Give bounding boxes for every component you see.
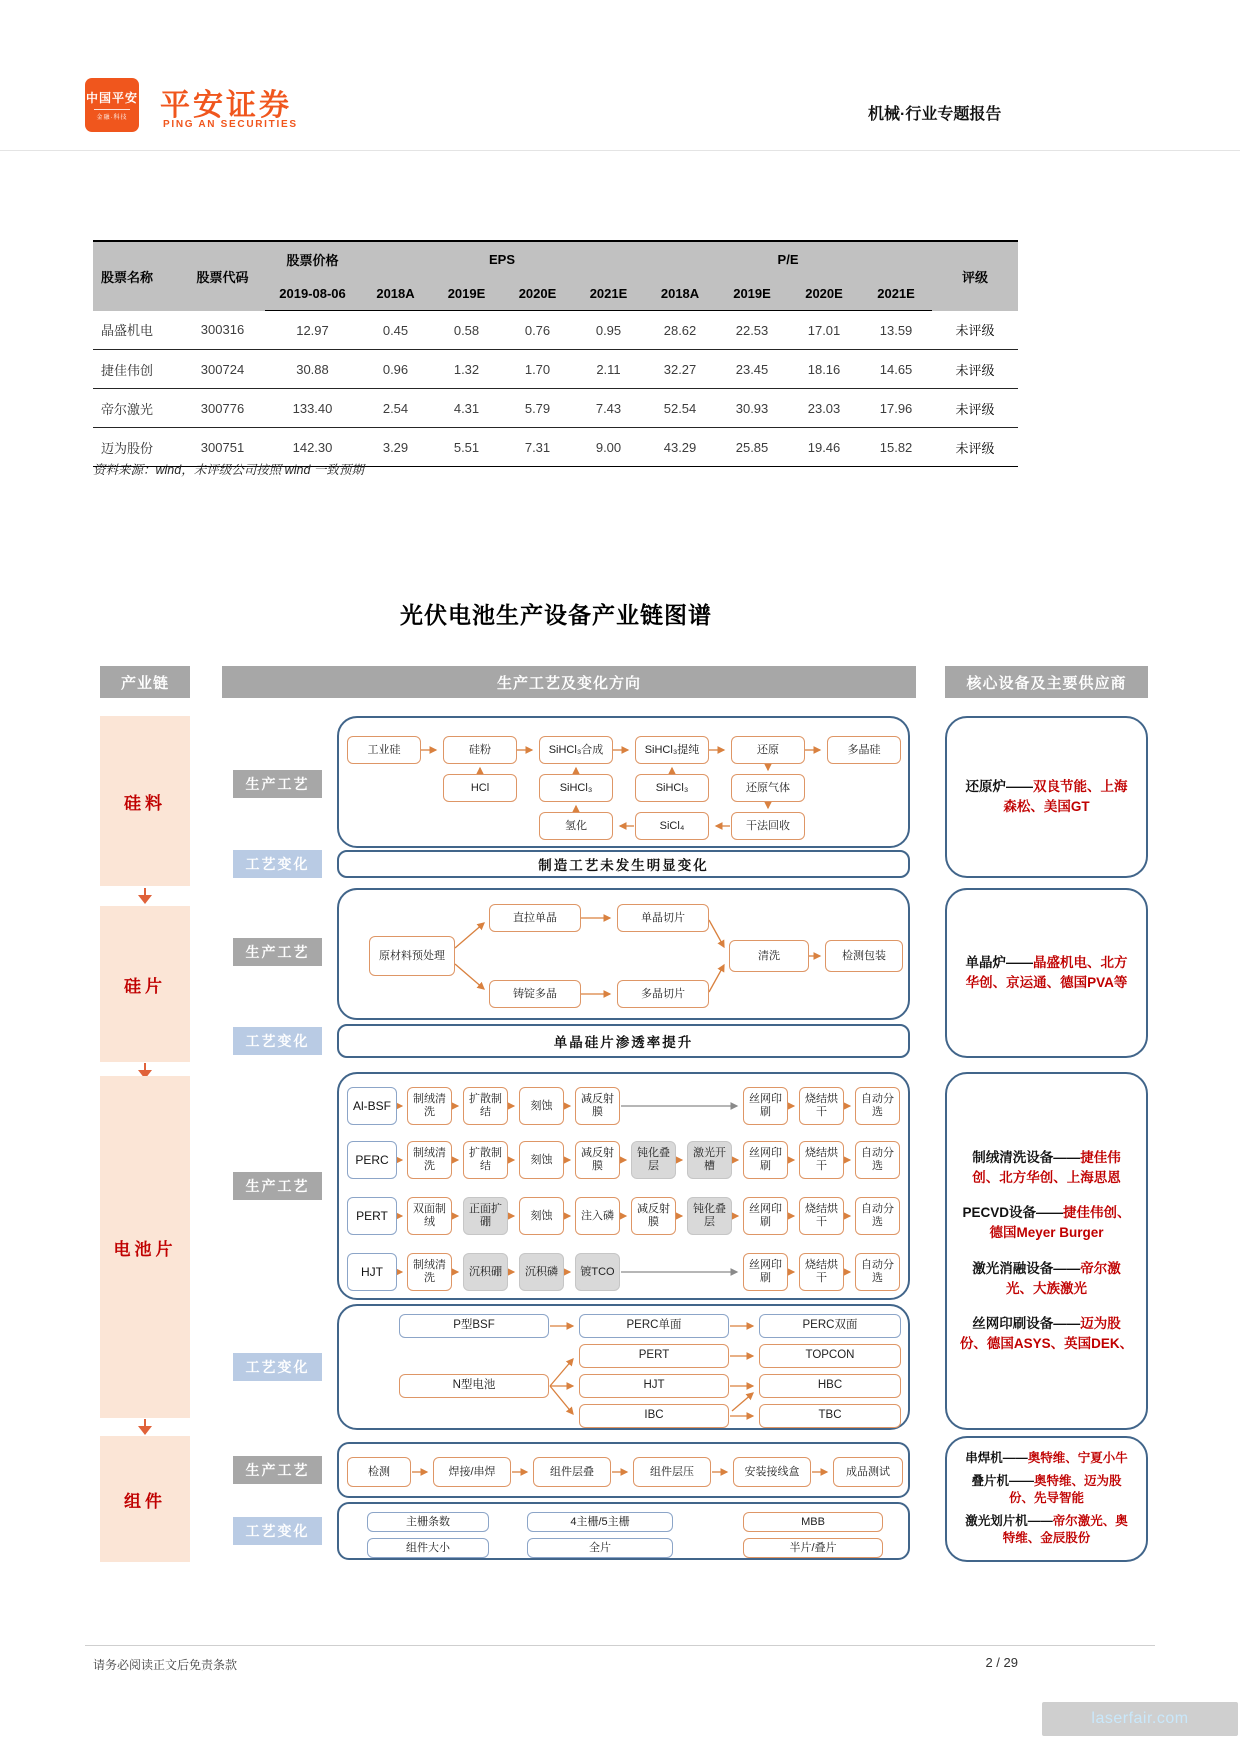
evolution-node: HBC (759, 1374, 901, 1398)
module-flow-arrows (339, 1444, 912, 1500)
device-name: PECVD设备—— (962, 1205, 1063, 1220)
evolution-node: MBB (743, 1512, 883, 1532)
supplier-names: 帝尔激光、大族激光 (1006, 1260, 1121, 1296)
cell-price: 142.30 (265, 428, 360, 467)
cell-stock-code: 300724 (180, 350, 265, 389)
flow-step: 原材料预处理 (369, 936, 455, 976)
col-header-code: 股票代码 (180, 241, 265, 311)
evolution-node: 半片/叠片 (743, 1538, 883, 1558)
flow-step: HCl (443, 774, 517, 802)
evolution-node: TOPCON (759, 1344, 901, 1368)
cell-pe: 17.01 (788, 311, 860, 350)
evolution-node: 主栅条数 (367, 1512, 489, 1532)
cell-stock-code: 300316 (180, 311, 265, 350)
supplier-entry (959, 1513, 1134, 1548)
flow-step: SiHCl₃提纯 (635, 736, 709, 764)
flow-step: 减反射膜 (575, 1141, 620, 1179)
cell-eps: 2.11 (573, 350, 644, 389)
col-header-pe-year: 2018A (644, 276, 716, 311)
wafer-change-strip: 单晶硅片渗透率提升 (337, 1024, 910, 1058)
flow-step: 焊接/串焊 (433, 1457, 511, 1487)
supplier-box-silicon (945, 716, 1148, 878)
logo-text: 中国平安 (85, 91, 138, 105)
evolution-node: HJT (579, 1374, 729, 1398)
col-header-pe-group: P/E (644, 241, 932, 276)
cell-eps: 1.70 (502, 350, 573, 389)
cell-eps: 2.54 (360, 389, 431, 428)
supplier-names: 帝尔激光、奥特维、金辰股份 (1002, 1513, 1128, 1546)
cell-eps: 4.31 (431, 389, 502, 428)
silicon-flow-arrows (339, 718, 912, 850)
cell-eps: 0.76 (502, 311, 573, 350)
cell-eps: 5.79 (502, 389, 573, 428)
table-row (93, 311, 1018, 350)
cell-pe: 28.62 (644, 311, 716, 350)
flow-step: 丝网印刷 (743, 1253, 788, 1291)
flow-step: 安装接线盒 (733, 1457, 811, 1487)
chain-down-arrow (138, 888, 152, 904)
flow-step: 单晶切片 (617, 904, 709, 932)
chain-stage-module: 组件 (100, 1436, 190, 1562)
flow-step: 制绒清洗 (407, 1253, 452, 1291)
cell-pe: 30.93 (716, 389, 788, 428)
col-header-price-group: 股票价格 (265, 241, 360, 276)
col-header-name: 股票名称 (93, 241, 180, 311)
col-header-eps-year: 2020E (502, 276, 573, 311)
col-header-eps-group: EPS (360, 241, 644, 276)
supplier-entry (959, 953, 1134, 994)
flow-step: 铸锭多晶 (489, 980, 581, 1008)
column-header-process: 生产工艺及变化方向 (222, 666, 916, 698)
evolution-node: IBC (579, 1404, 729, 1428)
cell-price: 30.88 (265, 350, 360, 389)
chain-down-arrow (138, 1419, 152, 1435)
chain-stage-cell: 电池片 (100, 1076, 190, 1418)
label-change-wafer: 工艺变化 (233, 1027, 322, 1055)
wafer-process-panel (337, 888, 910, 1020)
device-name: 单晶炉—— (965, 954, 1033, 970)
module-change-panel (337, 1502, 910, 1560)
cell-price: 133.40 (265, 389, 360, 428)
label-change-module: 工艺变化 (233, 1517, 322, 1545)
cell-eps: 5.51 (431, 428, 502, 467)
flow-step: 自动分选 (855, 1197, 900, 1235)
evolution-node: TBC (759, 1404, 901, 1428)
evolution-node: PERC双面 (759, 1314, 901, 1338)
device-name: 激光消融设备—— (972, 1260, 1081, 1276)
cell-pe: 19.46 (788, 428, 860, 467)
flow-step: 刻蚀 (519, 1087, 564, 1125)
cell-pe: 15.82 (860, 428, 932, 467)
brand-name: 平安证券 (160, 89, 292, 122)
cell-stock-name: 晶盛机电 (93, 311, 180, 350)
col-header-pe-year: 2020E (788, 276, 860, 311)
flow-step: 双面制绒 (407, 1197, 452, 1235)
flow-step: 减反射膜 (631, 1197, 676, 1235)
flow-step: 直拉单晶 (489, 904, 581, 932)
cell-eps: 0.95 (573, 311, 644, 350)
cell-pe: 14.65 (860, 350, 932, 389)
silicon-process-panel (337, 716, 910, 848)
evolution-node: 4主栅/5主栅 (527, 1512, 673, 1532)
label-process-cell: 生产工艺 (233, 1172, 322, 1200)
flow-step-new: 钝化叠层 (631, 1141, 676, 1179)
cell-process-panel (337, 1072, 910, 1300)
page-number: 2 / 29 (985, 1655, 1018, 1670)
device-name: 叠片机—— (971, 1473, 1034, 1488)
device-name: 丝网印刷设备—— (972, 1316, 1081, 1331)
module-process-panel (337, 1442, 910, 1498)
supplier-box-cell (945, 1072, 1148, 1430)
flow-step: SiHCl₃合成 (539, 736, 613, 764)
supplier-entry (959, 1148, 1134, 1189)
flow-step: 减反射膜 (575, 1087, 620, 1125)
flow-step: 还原气体 (731, 774, 805, 802)
flow-step: 制绒清洗 (407, 1141, 452, 1179)
flow-step: SiHCl₃ (539, 774, 613, 802)
cell-eps: 0.58 (431, 311, 502, 350)
col-header-price-date: 2019-08-06 (265, 276, 360, 311)
flow-step: 丝网印刷 (743, 1087, 788, 1125)
cell-route-chip: Al-BSF (347, 1087, 397, 1125)
cell-pe: 52.54 (644, 389, 716, 428)
flow-step: 丝网印刷 (743, 1141, 788, 1179)
column-header-chain: 产业链 (100, 666, 190, 698)
supplier-names: 奥特维、宁夏小牛 (1027, 1451, 1128, 1466)
table-row (93, 350, 1018, 389)
flow-step: 检测包装 (825, 940, 903, 972)
column-header-suppliers: 核心设备及主要供应商 (945, 666, 1148, 698)
flow-step: SiCl₄ (635, 812, 709, 840)
device-name: 制绒清洗设备—— (972, 1149, 1081, 1165)
flow-step: 刻蚀 (519, 1141, 564, 1179)
cell-rating: 未评级 (932, 389, 1018, 428)
source-note: 资料来源：wind，未评级公司按照 wind 一致预期 (93, 463, 364, 477)
flow-step: 自动分选 (855, 1087, 900, 1125)
supplier-names: 晶盛机电、北方华创、京运通、德国PVA等 (965, 954, 1128, 990)
logo-divider (94, 109, 130, 110)
flow-step: 组件层叠 (533, 1457, 611, 1487)
evolution-node: 全片 (527, 1538, 673, 1558)
flow-step-new: 正面扩硼 (463, 1197, 508, 1235)
cell-stock-name: 捷佳伟创 (93, 350, 180, 389)
flow-step-new: 钝化叠层 (687, 1197, 732, 1235)
flow-step: 干法回收 (731, 812, 805, 840)
flow-step: 组件层压 (633, 1457, 711, 1487)
cell-eps: 0.96 (360, 350, 431, 389)
supplier-entry (959, 777, 1134, 818)
flow-step: 检测 (347, 1457, 411, 1487)
supplier-names: 迈为股份、德国ASYS、英国DEK、 (959, 1316, 1134, 1352)
cell-eps: 9.00 (573, 428, 644, 467)
header-divider (0, 150, 1240, 151)
chain-stage-silicon: 硅料 (100, 716, 190, 886)
silicon-change-strip: 制造工艺未发生明显变化 (337, 850, 910, 878)
cell-route-chip: HJT (347, 1253, 397, 1291)
cell-pe: 13.59 (860, 311, 932, 350)
cell-stock-name: 帝尔激光 (93, 389, 180, 428)
flow-step: 多晶切片 (617, 980, 709, 1008)
evolution-node: 组件大小 (367, 1538, 489, 1558)
table-header-group-row (93, 241, 1018, 276)
cell-eps: 0.45 (360, 311, 431, 350)
flow-step: 多晶硅 (827, 736, 901, 764)
col-header-eps-year: 2021E (573, 276, 644, 311)
evolution-node: PERT (579, 1344, 729, 1368)
cell-pe: 17.96 (860, 389, 932, 428)
footer-disclaimer: 请务必阅读正文后免责条款 (93, 1658, 238, 1672)
cell-rating: 未评级 (932, 350, 1018, 389)
supplier-entry (959, 1203, 1134, 1244)
supplier-entry (959, 1473, 1134, 1508)
flow-step: 清洗 (729, 940, 809, 972)
device-name: 串焊机—— (965, 1451, 1028, 1466)
supplier-names: 奥特维、迈为股份、先导智能 (1008, 1473, 1122, 1506)
supplier-names: 双良节能、上海森松、美国GT (1003, 778, 1128, 814)
watermark: laserfair.com (1042, 1702, 1238, 1736)
device-name: 还原炉—— (965, 778, 1033, 794)
cell-pe: 43.29 (644, 428, 716, 467)
device-name: 激光划片机—— (965, 1513, 1053, 1528)
label-change-cell: 工艺变化 (233, 1353, 322, 1381)
flow-step: 扩散制结 (463, 1141, 508, 1179)
supplier-box-wafer (945, 888, 1148, 1058)
label-process-silicon: 生产工艺 (233, 770, 322, 798)
flow-step-new: 沉积磷 (519, 1253, 564, 1291)
chain-stage-wafer: 硅片 (100, 906, 190, 1062)
figure-title: 光伏电池生产设备产业链图谱 (400, 602, 712, 628)
flow-step: 烧结烘干 (799, 1141, 844, 1179)
cell-route-chip: PERT (347, 1197, 397, 1235)
label-process-module: 生产工艺 (233, 1456, 322, 1484)
cell-pe: 18.16 (788, 350, 860, 389)
flow-step: 丝网印刷 (743, 1197, 788, 1235)
col-header-pe-year: 2021E (860, 276, 932, 311)
flow-step: 注入磷 (575, 1197, 620, 1235)
flow-step: 自动分选 (855, 1253, 900, 1291)
flow-step: 扩散制结 (463, 1087, 508, 1125)
flow-step: 烧结烘干 (799, 1197, 844, 1235)
cell-pe: 22.53 (716, 311, 788, 350)
flow-step-new: 沉积硼 (463, 1253, 508, 1291)
col-header-eps-year: 2019E (431, 276, 502, 311)
flow-step: SiHCl₃ (635, 774, 709, 802)
supplier-names: 捷佳伟创、德国Meyer Burger (989, 1205, 1131, 1241)
supplier-entry (965, 1450, 1128, 1468)
cell-change-panel (337, 1304, 910, 1430)
flow-step: 硅粉 (443, 736, 517, 764)
supplier-entry (959, 1259, 1134, 1300)
cell-stock-name: 迈为股份 (93, 428, 180, 467)
cell-pe: 25.85 (716, 428, 788, 467)
cell-eps: 7.31 (502, 428, 573, 467)
supplier-entry (959, 1314, 1134, 1355)
stock-table (93, 240, 1018, 467)
flow-step: 烧结烘干 (799, 1253, 844, 1291)
cell-eps: 3.29 (360, 428, 431, 467)
label-change-silicon: 工艺变化 (233, 850, 322, 878)
footer-divider (85, 1645, 1155, 1646)
report-type-label: 机械·行业专题报告 (868, 106, 1002, 123)
cell-rating: 未评级 (932, 428, 1018, 467)
col-header-rating: 评级 (932, 241, 1018, 311)
table-row (93, 389, 1018, 428)
cell-route-chip: PERC (347, 1141, 397, 1179)
cell-eps: 1.32 (431, 350, 502, 389)
flow-step: 制绒清洗 (407, 1087, 452, 1125)
label-process-wafer: 生产工艺 (233, 938, 322, 966)
cell-price: 12.97 (265, 311, 360, 350)
flow-step: 工业硅 (347, 736, 421, 764)
pingan-logo (85, 78, 139, 132)
cell-rating: 未评级 (932, 311, 1018, 350)
flow-step-new: 镀TCO (575, 1253, 620, 1291)
evolution-node: P型BSF (399, 1314, 549, 1338)
cell-pe: 23.03 (788, 389, 860, 428)
col-header-eps-year: 2018A (360, 276, 431, 311)
flow-step-new: 激光开槽 (687, 1141, 732, 1179)
flow-step: 成品测试 (833, 1457, 903, 1487)
flow-step: 自动分选 (855, 1141, 900, 1179)
logo-tagline: 金融·科技 (96, 115, 128, 121)
supplier-names: 捷佳伟创、北方华创、上海思恩 (972, 1149, 1121, 1185)
evolution-node: PERC单面 (579, 1314, 729, 1338)
evolution-node: N型电池 (399, 1374, 549, 1398)
flow-step: 烧结烘干 (799, 1087, 844, 1125)
brand-name-en: PING AN SECURITIES (163, 119, 298, 130)
flow-step: 刻蚀 (519, 1197, 564, 1235)
cell-stock-code: 300776 (180, 389, 265, 428)
cell-pe: 32.27 (644, 350, 716, 389)
flow-step: 氢化 (539, 812, 613, 840)
cell-eps: 7.43 (573, 389, 644, 428)
cell-pe: 23.45 (716, 350, 788, 389)
cell-stock-code: 300751 (180, 428, 265, 467)
supplier-box-module (945, 1436, 1148, 1562)
flow-step: 还原 (731, 736, 805, 764)
col-header-pe-year: 2019E (716, 276, 788, 311)
